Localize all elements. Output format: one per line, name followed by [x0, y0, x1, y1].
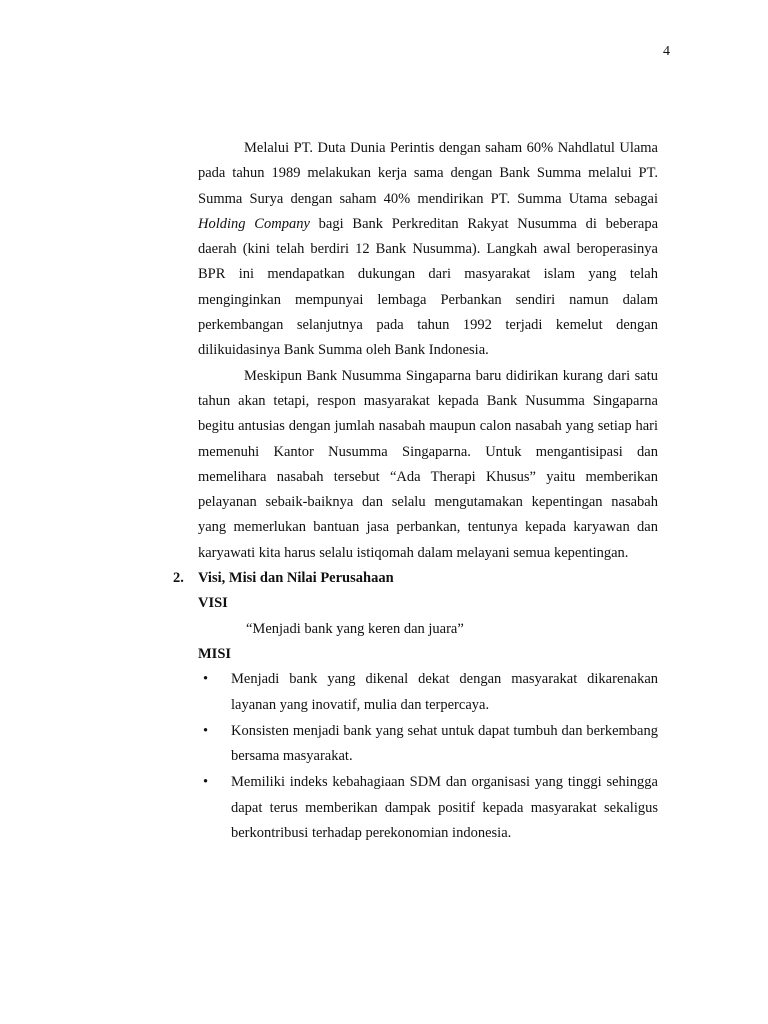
bullet-icon: • — [203, 722, 209, 739]
history-text-start: Melalui PT. Duta Dunia Perintis dengan saham 60% Nahdlatul Ulama pada tahun 1989 melakukan kerja sama dengan Bank Summa melalui PT. Summa Surya dengan saham 40% mendirikan PT. Summa Utama sebagai — [198, 140, 658, 207]
history-paragraph — [198, 136, 658, 364]
misi-item-text: Konsisten menjadi bank yang sehat untuk dapat tumbuh dan berkembang bersama masyarakat. — [231, 722, 658, 765]
section-title: Visi, Misi dan Nilai Perusahaan — [198, 570, 394, 587]
misi-item — [198, 770, 658, 846]
section-number: 2. — [173, 570, 184, 587]
bullet-icon: • — [203, 671, 209, 688]
bullet-icon: • — [203, 774, 209, 791]
visi-text: “Menjadi bank yang keren dan juara” — [246, 620, 464, 637]
customer-paragraph: Meskipun Bank Nusumma Singaparna baru didirikan kurang dari satu tahun akan tetapi, respon masyarakat kepada Bank Nusumma Singaparna begitu antusias dengan jumlah nasabah maupun calon nasabah yang setiap hari memenuhi Kantor Nusumma Singaparna. Untuk mengantisipasi dan memelihara nasabah tersebut “Ada Therapi Khusus” yaitu memberikan pelayanan sebaik-baiknya dan selalu mengutamakan kepentingan nasabah yang memerlukan bantuan jasa perbankan, tentunya kepada karyawan dan karyawati kita harus selalu istiqomah dalam melayani semua kepentingan. — [198, 367, 658, 561]
misi-item-text: Menjadi bank yang dikenal dekat dengan masyarakat dikarenakan layanan yang inovatif, mulia dan terpercaya. — [231, 671, 658, 713]
history-text-end: bagi Bank Perkreditan Rakyat Nusumma di beberapa daerah (kini telah berdiri 12 Bank Nusumma). Langkah awal beroperasinya BPR ini mendapatkan dukungan dari masyarakat islam yang telah menginginkan mempunyai lembaga Perbankan sendiri namun dalam perkembangan selanjutnya pada tahun 1992 terjadi kemelut dengan dilikuidasinya Bank Summa oleh Bank Indonesia. — [198, 215, 659, 359]
page-number: 4 — [663, 44, 670, 59]
history-text-italic: Holding Company — [198, 215, 310, 232]
visi-label: VISI — [198, 595, 228, 612]
misi-list — [198, 667, 658, 846]
document-body — [173, 136, 659, 847]
misi-item-text: Memiliki indeks kebahagiaan SDM dan organisasi yang tinggi sehingga dapat terus memberikan dampak positif kepada masyarakat sekaligus berkontribusi terhadap perekonomian indonesia. — [231, 774, 658, 842]
section-heading — [173, 566, 658, 591]
misi-item — [198, 667, 658, 718]
misi-item — [198, 719, 658, 770]
misi-label: MISI — [198, 645, 232, 662]
